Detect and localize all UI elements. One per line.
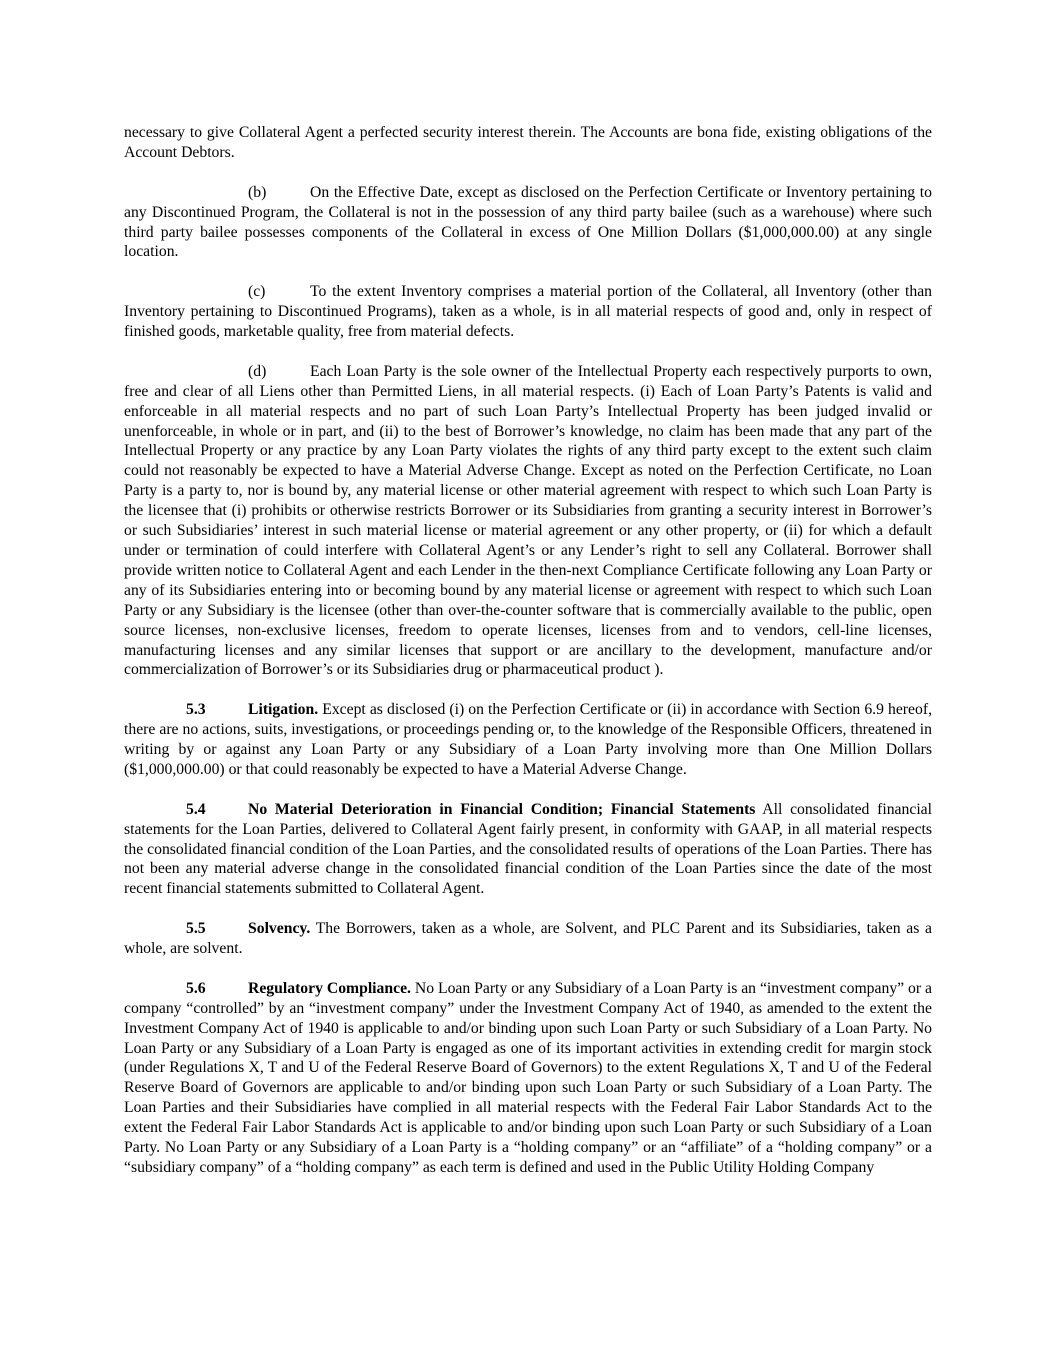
section-5-4-number: 5.4 — [186, 800, 206, 818]
subsection-d-label: (d) — [248, 362, 267, 380]
continued-paragraph: necessary to give Collateral Agent a perfected security interest therein. The Accounts are bona fide, existing obligations of the Account Debtors. — [124, 124, 932, 161]
section-5-6-text: No Loan Party or any Subsidiary of a Loan Party is an “investment company” or a company “controlled” by an “investment company” under the Investment Company Act of 1940, as amended to the extent the Investment Company Act of 1940 is applicable to and/or binding upon such Loan Party or such Subsidiary of a Loan Party. No Loan Party or any Subsidiary of a Loan Party is engaged as one of its important activities in extending credit for margin stock (under Regulations X, T and U of the Federal Reserve Board of Governors) to the extent Regulations X, T and U of the Federal Reserve Board of Governors are applicable to and/or binding upon such Loan Party or such Subsidiary of a Loan Party. The Loan Parties and their Subsidiaries have complied in all material respects with the Federal Fair Labor Standards Act to the extent the Federal Fair Labor Standards Act is applicable to and/or binding upon such Loan Party or such Subsidiary of a Loan Party. No Loan Party or any Subsidiary of a Loan Party is a “holding company” or an “affiliate” of a “holding company” or a “subsidiary company” of a “holding company” as each term is defined and used in the Public Utility Holding Company — [124, 979, 933, 1177]
section-5-5 — [124, 919, 932, 959]
subsection-b-label: (b) — [248, 183, 267, 201]
section-5-4-text: All consolidated financial statements for the Loan Parties, delivered to Collateral Agent fairly present, in conformity with GAAP, in all material respects the consolidated financial condition of the Loan Parties, and the consolidated results of operations of the Loan Parties. There has not been any material adverse change in the consolidated financial condition of the Loan Parties since the date of the most recent financial statements submitted to Collateral Agent. — [124, 800, 932, 898]
subsection-c — [124, 282, 932, 342]
subsection-b-text: On the Effective Date, except as disclosed on the Perfection Certificate or Inventory pertaining to any Discontinued Program, the Collateral is not in the possession of any third party bailee (such as a warehouse) where such third party bailee possesses components of the Collateral in excess of One Million Dollars ($1,000,000.00) at any single location. — [124, 183, 932, 261]
section-5-3 — [124, 700, 932, 780]
subsection-b — [124, 183, 932, 263]
section-5-6 — [124, 979, 932, 1178]
section-5-3-text: Except as disclosed (i) on the Perfection Certificate or (ii) in accordance with Section 6.9 hereof, there are no actions, suits, investigations, or proceedings pending or, to the knowledge of the Responsible Officers, threatened in writing by or against any Loan Party or any Subsidiary of a Loan Party involving more than One Million Dollars ($1,000,000.00) or that could reasonably be expected to have a Material Adverse Change. — [124, 701, 932, 778]
section-5-6-heading: Regulatory Compliance. — [248, 979, 411, 997]
section-5-5-text: The Borrowers, taken as a whole, are Solvent, and PLC Parent and its Subsidiaries, taken as a whole, are solvent. — [124, 920, 932, 958]
subsection-c-label: (c) — [248, 283, 266, 301]
section-5-3-number: 5.3 — [186, 701, 206, 719]
section-5-4-heading: No Material Deterioration in Financial Condition; Financial Statements — [248, 800, 756, 818]
subsection-d — [124, 362, 932, 681]
section-5-5-heading: Solvency. — [248, 920, 311, 938]
subsection-d-text: Each Loan Party is the sole owner of the Intellectual Property each respectively purports to own, free and clear of all Liens other than Permitted Liens, in all material respects. (i) Each of Loan Party’s Patents is valid and enforceable in all material respects and no part of such Loan Party’s Intellectual Property has been judged invalid or unenforceable, in whole or in part, and (ii) to the best of Borrower’s knowledge, no claim has been made that any part of the Intellectual Property or any practice by any Loan Party violates the rights of any third party except to the extent such claim could not reasonably be expected to have a Material Adverse Change. Except as noted on the Perfection Certificate, no Loan Party is a party to, nor is bound by, any material license or other material agreement with respect to which such Loan Party is the licensee that (i) prohibits or otherwise restricts Borrower or its Subsidiaries from granting a security interest in Borrower’s or such Subsidiaries’ interest in such material license or material agreement or any other property, or (ii) for which a default under or termination of could interfere with Collateral Agent’s or any Lender’s right to sell any Collateral. Borrower shall provide written notice to Collateral Agent and each Lender in the then-next Compliance Certificate following any Loan Party or any of its Subsidiaries entering into or becoming bound by any material license or agreement with respect to which such Loan Party or any Subsidiary is the licensee (other than over-the-counter software that is commercially available to the public, open source licenses, non-exclusive licenses, freedom to operate licenses, licenses from and to vendors, cell-line licenses, manufacturing licenses and any similar licenses that support or are ancillary to the development, manufacture and/or commercialization of Borrower’s or its Subsidiaries drug or pharmaceutical product ). — [124, 362, 932, 679]
section-5-5-number: 5.5 — [186, 920, 206, 938]
subsection-c-text: To the extent Inventory comprises a material portion of the Collateral, all Inventory (other than Inventory pertaining to Discontinued Programs), taken as a whole, is in all material respects of good and, only in respect of finished goods, marketable quality, free from material defects. — [124, 283, 932, 341]
section-5-4 — [124, 800, 932, 900]
document-page — [124, 123, 932, 1198]
section-5-6-number: 5.6 — [186, 979, 206, 997]
section-5-3-heading: Litigation. — [248, 701, 319, 719]
